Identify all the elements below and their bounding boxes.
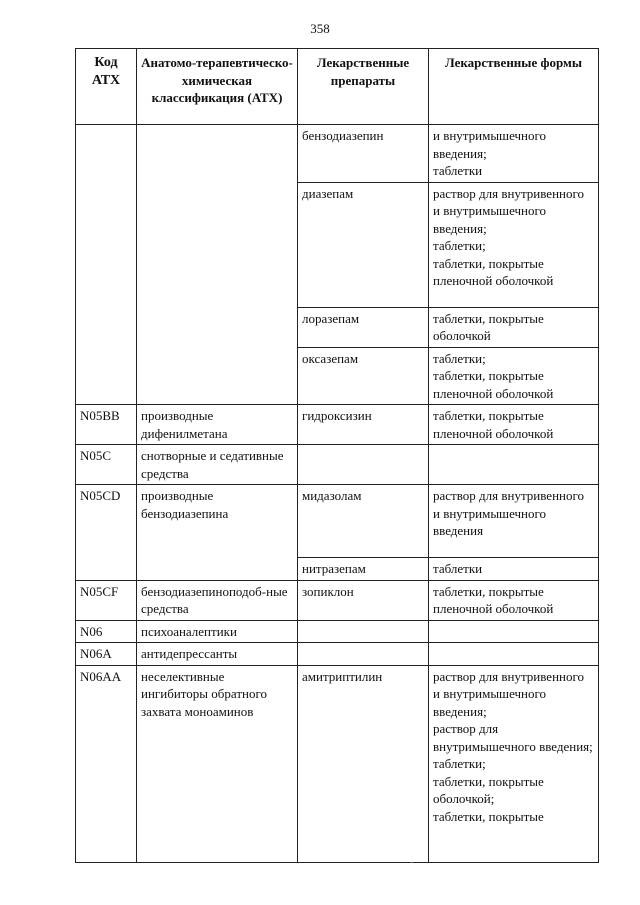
drug-cell: амитриптилин — [298, 665, 429, 862]
drug-cell — [298, 620, 429, 643]
table-row — [76, 580, 599, 620]
atx-table — [75, 48, 599, 863]
classification-cell: антидепрессанты — [137, 643, 298, 666]
drug-cell: оксазепам — [298, 347, 429, 405]
forms-cell — [429, 643, 599, 666]
table-row — [76, 665, 599, 862]
scan-speck — [410, 862, 413, 863]
drug-cell: зопиклон — [298, 580, 429, 620]
table-row — [76, 125, 599, 183]
drug-cell: диазепам — [298, 182, 429, 307]
drug-cell: нитразепам — [298, 558, 429, 581]
code-cell: N05BB — [76, 405, 137, 445]
page-number: 358 — [310, 21, 330, 36]
classification-cell: бензодиазепиноподоб-ные средства — [137, 580, 298, 620]
classification-cell: неселективные ингибиторы обратного захвата моноаминов — [137, 665, 298, 862]
table-row — [76, 485, 599, 558]
classification-cell — [137, 125, 298, 405]
header-classification: Анатомо-терапевтическо-химическая классификация (АТХ) — [137, 49, 298, 125]
code-cell: N05CF — [76, 580, 137, 620]
header-code: Код АТХ — [76, 49, 137, 125]
header-drugs: Лекарственные препараты — [298, 49, 429, 125]
forms-cell — [429, 620, 599, 643]
table-header-row — [76, 49, 599, 125]
forms-cell — [429, 445, 599, 485]
header-forms: Лекарственные формы — [429, 49, 599, 125]
forms-cell: раствор для внутривенного и внутримышечного введения — [429, 485, 599, 558]
forms-cell: раствор для внутривенного и внутримышечного введения; раствор для внутримышечного введения; таблетки; таблетки, покрытые оболочкой; таблетки, покрытые — [429, 665, 599, 862]
drug-cell — [298, 445, 429, 485]
code-cell — [76, 125, 137, 405]
drug-cell: мидазолам — [298, 485, 429, 558]
classification-cell: снотворные и седативные средства — [137, 445, 298, 485]
forms-cell: таблетки, покрытые пленочной оболочкой — [429, 580, 599, 620]
code-cell: N06A — [76, 643, 137, 666]
forms-cell: таблетки, покрытые оболочкой — [429, 307, 599, 347]
code-cell: N05C — [76, 445, 137, 485]
code-cell: N06 — [76, 620, 137, 643]
classification-cell: производные бензодиазепина — [137, 485, 298, 581]
drug-cell — [298, 643, 429, 666]
table-row — [76, 405, 599, 445]
forms-cell: раствор для внутривенного и внутримышечного введения; таблетки; таблетки, покрытые пленочной оболочкой — [429, 182, 599, 307]
forms-cell: и внутримышечного введения; таблетки — [429, 125, 599, 183]
drug-cell: бензодиазепин — [298, 125, 429, 183]
classification-cell: психоаналептики — [137, 620, 298, 643]
table-row — [76, 620, 599, 643]
forms-cell: таблетки, покрытые пленочной оболочкой — [429, 405, 599, 445]
classification-cell: производные дифенилметана — [137, 405, 298, 445]
table-row — [76, 643, 599, 666]
code-cell: N06AA — [76, 665, 137, 862]
forms-cell: таблетки; таблетки, покрытые пленочной оболочкой — [429, 347, 599, 405]
code-cell: N05CD — [76, 485, 137, 581]
drug-cell: гидроксизин — [298, 405, 429, 445]
forms-cell: таблетки — [429, 558, 599, 581]
drug-cell: лоразепам — [298, 307, 429, 347]
table-row — [76, 445, 599, 485]
